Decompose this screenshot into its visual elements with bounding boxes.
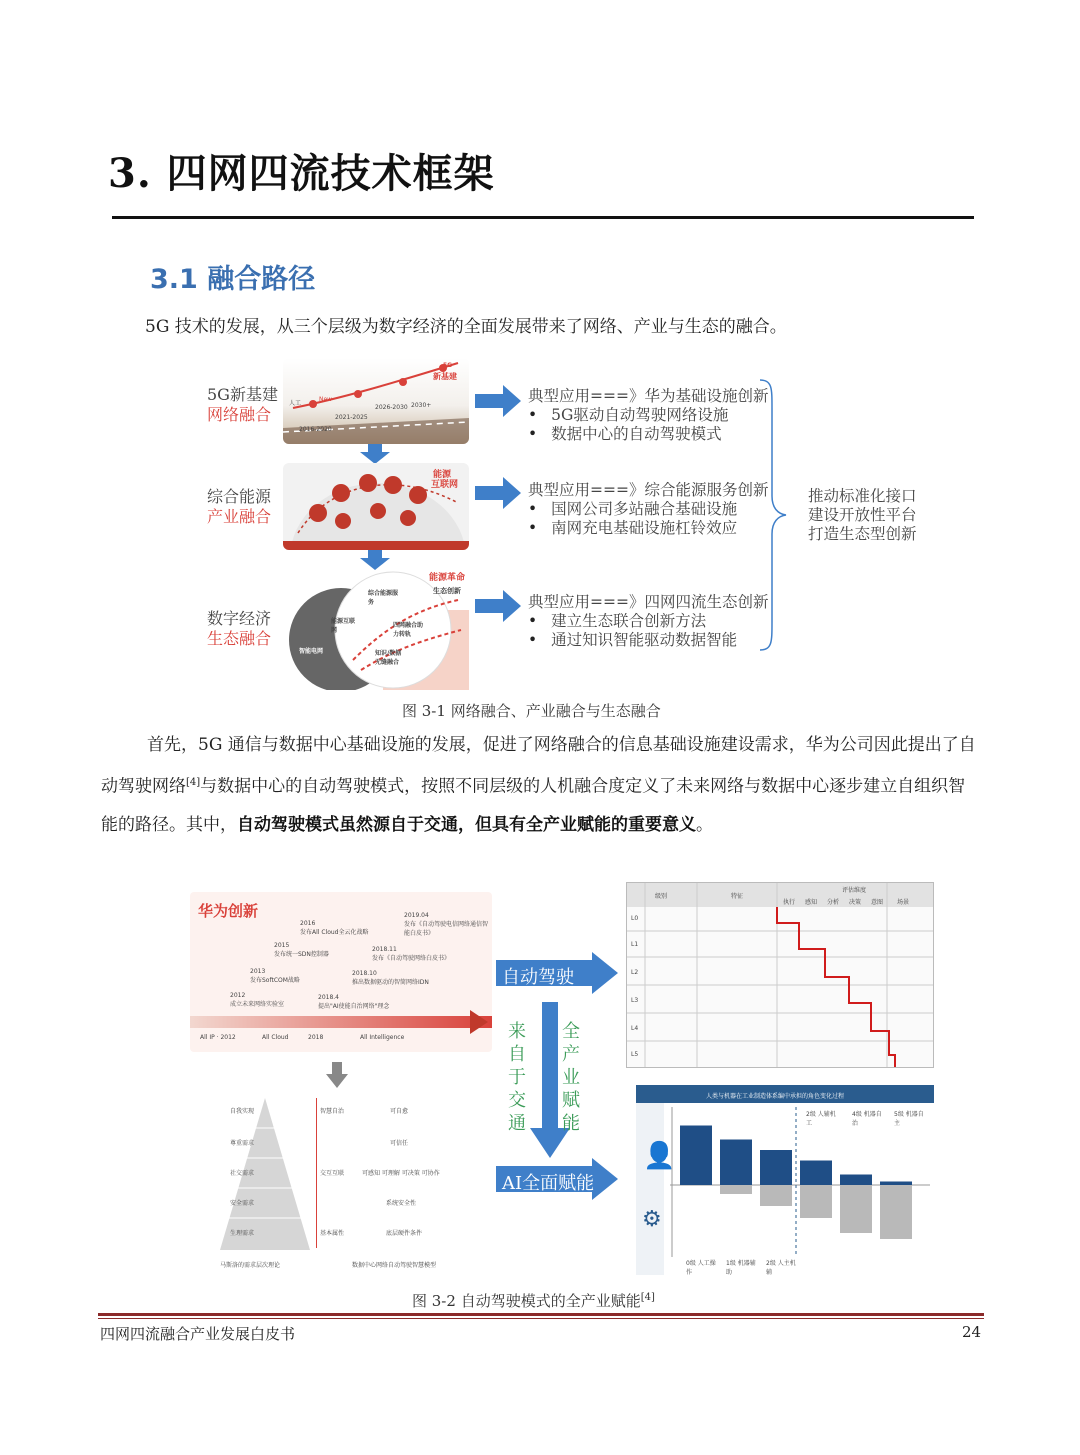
- row3-bullet-2: • 通过知识智能驱动数据智能: [528, 631, 768, 650]
- tl-3: 2015 发布统一SDN控制器: [274, 942, 329, 958]
- venn-tag-eco: 生态创新: [433, 587, 461, 595]
- bar-chart-svg: [670, 1107, 930, 1257]
- footer-rule-thin: [98, 1318, 984, 1319]
- top-label-2: 4级 机器自治: [852, 1111, 882, 1127]
- venn-image: [283, 570, 469, 690]
- human-icon: 👤: [643, 1141, 676, 1171]
- energy-tag-1: 能源: [433, 470, 452, 480]
- from-traffic-label: 来自于交通: [508, 1021, 526, 1134]
- tl-4: 2016 发布All Cloud全云化战略: [300, 920, 369, 936]
- th-feature: 特征: [731, 893, 744, 900]
- venn-tag-internet: 能源互联网: [331, 618, 356, 634]
- row2-label-line1: 综合能源: [207, 487, 272, 506]
- row2-bullet-1: • 国网公司多站融合基础设施: [528, 500, 768, 519]
- pyr-4: 安全需求: [230, 1200, 255, 1207]
- road-tag-ai: 人工: [289, 400, 302, 407]
- human-bar: [880, 1182, 912, 1186]
- tr-l3: L3: [631, 997, 639, 1004]
- tl-7: 2018.11 发布《自动驾驶网络白皮书》: [372, 946, 451, 962]
- dc-caption: 数据中心网络自动驾驶智慧模型: [352, 1262, 437, 1269]
- tl-2: 2013 发布SoftCOM战略: [250, 968, 300, 984]
- road-tag-period4: 2030+: [411, 402, 432, 409]
- human-bar: [800, 1161, 832, 1186]
- th-scene: 场景: [897, 899, 910, 906]
- robot-icon: ⚙: [642, 1207, 662, 1232]
- dc-side-1: 智慧自治: [320, 1108, 345, 1115]
- pyr-caption: 马斯洛的需求层次理论: [220, 1262, 281, 1269]
- huawei-title: 华为创新: [198, 902, 259, 920]
- timeline-bar: [190, 1016, 492, 1028]
- axis-1: All IP · 2012: [200, 1034, 236, 1041]
- row3-app-title: 典型应用===》四网四流生态创新: [528, 593, 769, 611]
- tr-l5: L5: [631, 1051, 639, 1058]
- row1-app-title: 典型应用===》华为基础设施创新: [528, 387, 769, 405]
- timeline-arrowhead: [470, 1010, 488, 1034]
- grey-down-arrow: [326, 1062, 348, 1088]
- table-grid: [627, 883, 933, 1067]
- right-arrow-1: [475, 385, 521, 417]
- bottom-label-2: 1级 机器辅助: [726, 1260, 756, 1276]
- summary-line-3: 打造生态型创新: [808, 525, 917, 543]
- row1-text: [528, 387, 768, 444]
- venn-tag-grid: 智能电网: [299, 648, 324, 655]
- axis-4: All Intelligence: [360, 1034, 405, 1041]
- chapter-rule: [112, 216, 974, 219]
- chart-title: 人类与机器在工业制造体系编中承担的角色变化过程: [706, 1093, 845, 1100]
- right-arrow-2: [475, 477, 521, 509]
- th-analyze: 分析: [827, 899, 840, 906]
- energy-tag-2: 互联网: [431, 480, 459, 490]
- page-number: 24: [962, 1323, 982, 1341]
- down-arrow-1: [360, 444, 390, 464]
- auto-drive-label: 自动驾驶: [502, 967, 574, 988]
- paragraph-part1: 首先，5G 通信与数据中心基础设施的发展，促进了网络融合的信息基础设施建设需求，华为公司因此提出了自动驾驶网络: [101, 735, 976, 797]
- venn-tag-revolution: 能源革命: [429, 573, 466, 583]
- figure-3-1: [190, 350, 950, 690]
- row3-text: [528, 593, 768, 650]
- huawei-timeline-panel: [190, 892, 492, 1052]
- row1-label: [207, 385, 278, 425]
- paragraph-end: 。: [696, 814, 713, 835]
- dc-side-3: 基本属性: [320, 1230, 345, 1237]
- footer-rule: [98, 1313, 984, 1316]
- energy-internet-image: [283, 463, 469, 550]
- section-title: 3.1 融合路径: [150, 264, 316, 295]
- th-eval: 评估维度: [842, 887, 867, 894]
- chapter-title: 3. 四网四流技术框架: [108, 150, 495, 197]
- paragraph-part2: 与数据中心的自动驾驶模式，按照不同层级的人机融合度定义了未来网络与数据中心逐步建立自组织智能的路径。其中，: [101, 776, 966, 835]
- pyr-5: 生理需求: [230, 1230, 255, 1237]
- dc-3: 可感知 可理解 可决策 可协作: [362, 1170, 440, 1177]
- intro-paragraph: 5G 技术的发展，从三个层级为数字经济的全面发展带来了网络、产业与生态的融合。: [145, 317, 787, 337]
- right-arrow-3: [475, 590, 521, 622]
- dc-4: 系统安全性: [386, 1200, 417, 1207]
- chart-left-strip: [636, 1103, 664, 1275]
- row1-label-line1: 5G新基建: [207, 385, 278, 404]
- tr-l0: L0: [631, 915, 639, 922]
- tr-l1: L1: [631, 941, 639, 948]
- row2-label: [207, 487, 271, 527]
- human-bar: [720, 1140, 752, 1186]
- curly-bracket: [758, 378, 788, 653]
- paragraph-ref: [4]: [186, 777, 201, 788]
- row2-bullet-2: • 南网充电基础设施杠铃效应: [528, 519, 768, 538]
- tr-l4: L4: [631, 1025, 639, 1032]
- top-label-3: 5级 机器自主: [894, 1111, 924, 1127]
- row3-bullet-1: • 建立生态联合创新方法: [528, 612, 768, 631]
- human-bar: [680, 1126, 712, 1186]
- levels-table: [626, 882, 934, 1068]
- road-tag-period3: 2026-2030: [375, 404, 408, 411]
- road-tag-5g: 5G: [443, 362, 453, 369]
- all-industry-label: 全产业赋能: [562, 1021, 580, 1134]
- machine-bar: [880, 1185, 912, 1239]
- role-change-chart: [636, 1085, 934, 1275]
- human-bar: [760, 1150, 792, 1185]
- row2-text: [528, 481, 768, 538]
- tl-8: 2019.04 发布《自动驾驶电信网络通信智能白皮书》: [404, 912, 489, 937]
- row1-label-line2: 网络融合: [207, 405, 272, 424]
- footer-title: 四网四流融合产业发展白皮书: [100, 1325, 296, 1343]
- bottom-label-3: 2级 人主机辅: [766, 1260, 796, 1276]
- row3-label-line1: 数字经济: [207, 609, 272, 628]
- row1-bullet-1: • 5G驱动自动驾驶网络设施: [528, 406, 768, 425]
- row1-bullet-2: • 数据中心的自动驾驶模式: [528, 425, 768, 444]
- dc-2: 可信任: [390, 1140, 409, 1147]
- th-intent: 意图: [871, 899, 884, 906]
- venn-tag-knowledge: 知识/数据无缝融合: [375, 650, 402, 666]
- dc-side-2: 交互互联: [320, 1170, 345, 1177]
- machine-bar: [720, 1185, 752, 1194]
- tl-6: 2018.10 推出数据驱动的智简网络IDN: [352, 970, 429, 986]
- paragraph-bold: 自动驾驶模式虽然源自于交通，但具有全产业赋能的重要意义: [237, 814, 696, 835]
- dc-1: 可自愈: [390, 1108, 409, 1115]
- row2-app-title: 典型应用===》综合能源服务创新: [528, 481, 769, 499]
- top-label-1: 2级 人辅机工: [806, 1111, 836, 1127]
- tl-1: 2012 成立未来网络实验室: [230, 992, 285, 1008]
- pyramid-panel: [220, 1098, 480, 1273]
- row3-label-line2: 生态融合: [207, 629, 272, 648]
- figure2-caption-ref: [4]: [640, 1292, 655, 1303]
- pyr-3: 社交需求: [230, 1170, 255, 1177]
- venn-tag-service: 综合能源服务: [368, 590, 399, 606]
- summary-line-2: 建设开放性平台: [808, 506, 917, 524]
- pyr-2: 尊重需求: [230, 1140, 255, 1147]
- road-tag-new: New: [319, 396, 333, 403]
- summary-text: [808, 487, 917, 544]
- machine-bar: [840, 1185, 872, 1233]
- down-arrow-2: [360, 550, 390, 570]
- row2-label-line2: 产业融合: [207, 507, 272, 526]
- row3-label: [207, 609, 271, 649]
- axis-2: All Cloud: [262, 1034, 289, 1041]
- dc-5: 底层硬件条件: [386, 1230, 423, 1237]
- th-decide: 决策: [849, 899, 862, 906]
- road-tag-period1: 2016-2020: [299, 426, 332, 433]
- body-paragraph: [101, 726, 979, 844]
- machine-bar: [800, 1185, 832, 1218]
- figure2-caption: 图 3-2 自动驾驶模式的全产业赋能[4]: [412, 1292, 655, 1310]
- road-timeline-image: [283, 358, 469, 444]
- figure1-caption: 图 3-1 网络融合、产业融合与生态融合: [402, 702, 661, 720]
- tl-5: 2018.4 提出"AI使能自治网络"理念: [318, 994, 390, 1010]
- tr-l2: L2: [631, 969, 639, 976]
- bottom-label-1: 0级 人工操作: [686, 1260, 716, 1276]
- road-tag-period2: 2021-2025: [335, 414, 368, 421]
- venn-tag-fusion: 四网融合助力转轨: [393, 622, 424, 638]
- axis-3: 2018: [308, 1034, 324, 1041]
- figure-3-2: [190, 880, 935, 1280]
- ai-empower-label: AI全面赋能: [502, 1173, 595, 1194]
- th-level: 级别: [655, 893, 668, 900]
- th-sense: 感知: [805, 899, 818, 906]
- summary-line-1: 推动标准化接口: [808, 487, 917, 505]
- human-bar: [840, 1175, 872, 1186]
- dc-red-line: [316, 1098, 317, 1248]
- road-tag-new-infra: 新基建: [433, 372, 457, 381]
- machine-bar: [760, 1185, 792, 1206]
- th-exec: 执行: [783, 899, 796, 906]
- pyr-1: 自我实现: [230, 1108, 255, 1115]
